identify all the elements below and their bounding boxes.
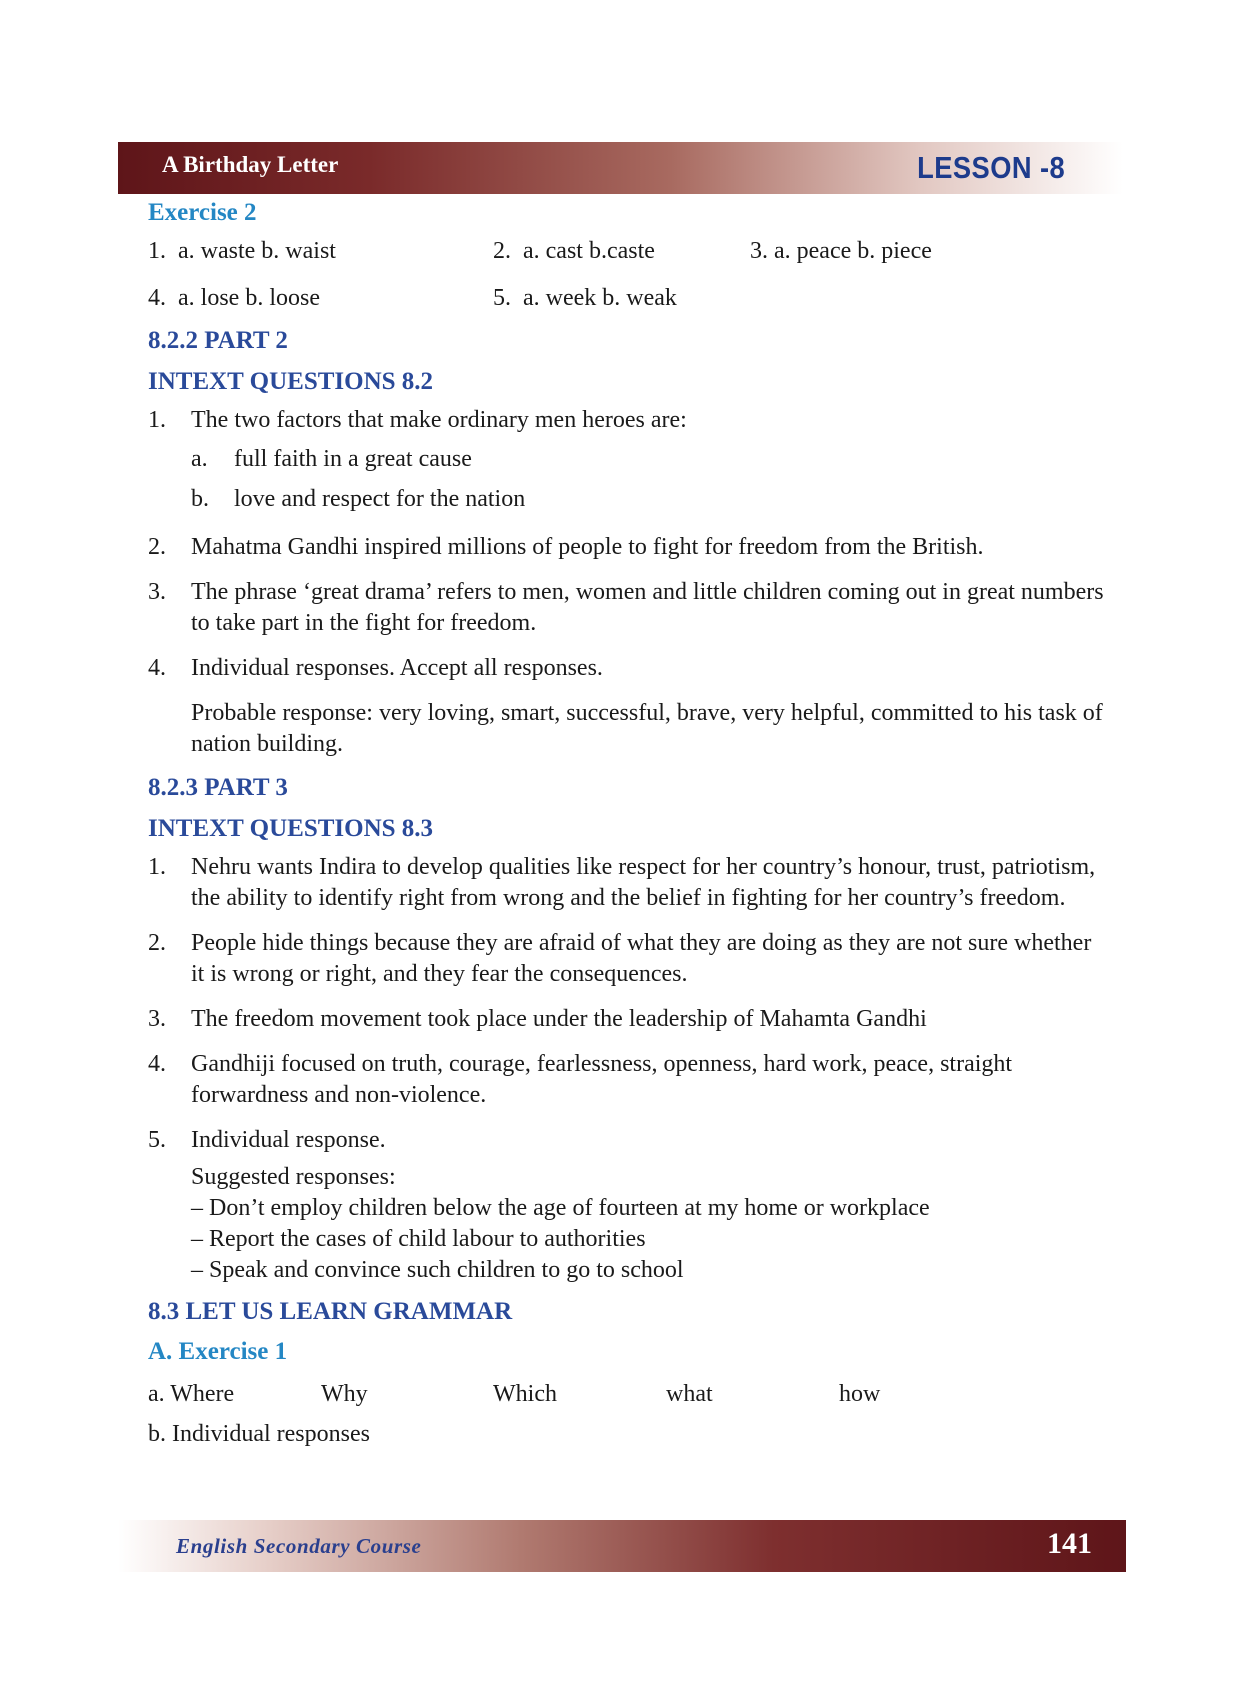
grammar-row-b: b. Individual responses — [148, 1421, 370, 1447]
answer-item: 5. a. week b. weak — [493, 285, 677, 311]
question-answer: 4. Gandhiji focused on truth, courage, fearlessness, openness, hard work, peace, straight forwardness and non-violence. — [148, 1051, 1013, 1108]
lesson-label: LESSON -8 — [917, 150, 1065, 185]
course-name: English Secondary Course — [176, 1534, 422, 1558]
question-answer: 1. Nehru wants Indira to develop qualities like respect for her country’s honour, trust, patriotism, the ability to identify right from wrong and the belief in fighting for her country’s freedom. — [148, 854, 1096, 911]
question-answer: 2. People hide things because they are afraid of what they are doing as they are not sure whether it is wrong or right, and they fear the consequences. — [148, 930, 1092, 987]
sub-answer: b. love and respect for the nation — [191, 486, 526, 512]
part-2-heading: 8.2.2 PART 2 — [148, 327, 288, 354]
grammar-heading: 8.3 LET US LEARN GRAMMAR — [148, 1298, 513, 1325]
exercise-2-row-2 — [148, 283, 1108, 323]
suggested-response-line: – Don’t employ children below the age of fourteen at my home or workplace — [191, 1195, 930, 1221]
page-content — [148, 196, 1108, 1450]
answer-item: 2. a. cast b.caste — [493, 238, 655, 264]
footer-band — [118, 1520, 1126, 1572]
question-answer: 3. The freedom movement took place under the leadership of Mahamta Gandhi — [148, 1006, 927, 1032]
question-answer: 4. Individual responses. Accept all responses. — [148, 655, 603, 681]
sub-answer: a. full faith in a great cause — [191, 446, 472, 472]
question-answer: 2. Mahatma Gandhi inspired millions of people to fight for freedom from the British. — [148, 534, 984, 560]
part-3-heading: 8.2.3 PART 3 — [148, 774, 288, 801]
intext-questions-8-3-heading: INTEXT QUESTIONS 8.3 — [148, 815, 434, 842]
answer-item: 1. a. waste b. waist — [148, 238, 336, 264]
grammar-word: Which — [493, 1381, 557, 1407]
grammar-word: a. Where — [148, 1381, 235, 1407]
grammar-word: how — [839, 1381, 881, 1407]
grammar-row-a — [148, 1379, 1108, 1419]
question-answer: 5. Individual response. — [148, 1127, 386, 1153]
probable-response: Probable response: very loving, smart, successful, brave, very helpful, committed to his task of nation building. — [191, 700, 1103, 757]
page-number: 141 — [1047, 1527, 1092, 1560]
suggested-response-line: – Speak and convince such children to go to school — [191, 1257, 684, 1283]
grammar-word: what — [666, 1381, 713, 1407]
exercise-1-heading: A. Exercise 1 — [148, 1338, 288, 1365]
answer-item: 3. a. peace b. piece — [750, 238, 932, 264]
suggested-responses-label: Suggested responses: — [191, 1164, 396, 1190]
exercise-2-row-1 — [148, 236, 1108, 283]
question-answer: 1. The two factors that make ordinary men heroes are: — [148, 407, 687, 433]
intext-questions-8-2-heading: INTEXT QUESTIONS 8.2 — [148, 368, 434, 395]
sub-answers — [148, 444, 1108, 515]
grammar-word: Why — [321, 1381, 368, 1407]
suggested-response-line: – Report the cases of child labour to authorities — [191, 1226, 646, 1252]
answer-item: 4. a. lose b. loose — [148, 285, 320, 311]
exercise-2-heading: Exercise 2 — [148, 199, 257, 226]
chapter-title: A Birthday Letter — [162, 152, 339, 177]
question-answer: 3. The phrase ‘great drama’ refers to men, women and little children coming out in great numbers to take part in the fight for freedom. — [148, 579, 1104, 636]
header-band — [118, 142, 1123, 194]
